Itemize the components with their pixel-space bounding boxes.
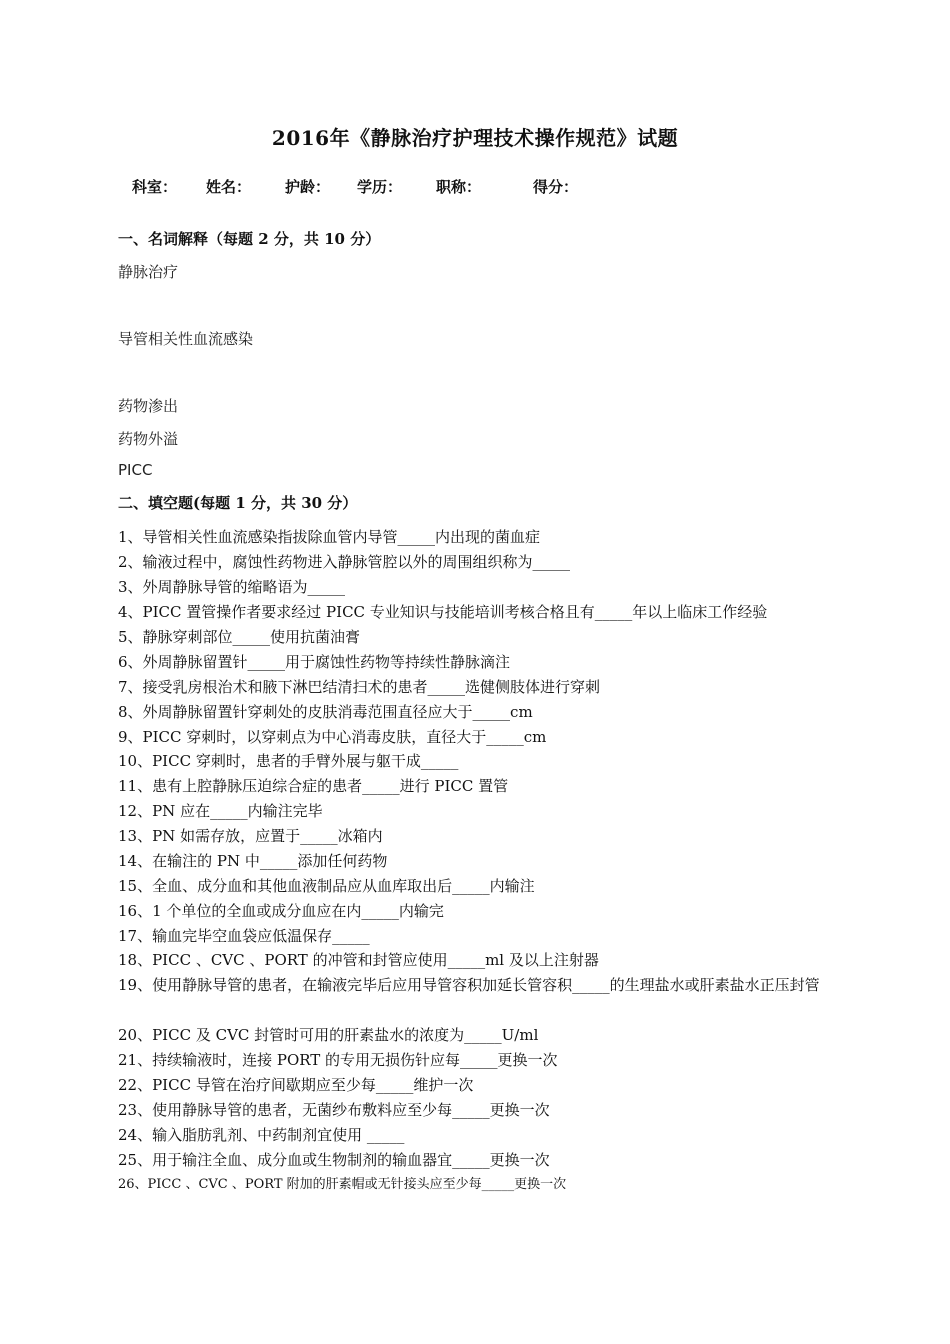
section-2-heading: 二、填空题(每题 1 分，共 30 分） <box>118 494 358 512</box>
info-nursing-years-label: 护龄： <box>285 178 331 196</box>
term-item: 静脉治疗 <box>118 263 179 281</box>
fill-in-question: 7、接受乳房根治术和腋下淋巴结清扫术的患者_____选健侧肢体进行穿刺 <box>118 678 601 696</box>
section-1-heading: 一、名词解释（每题 2 分，共 10 分） <box>118 230 381 248</box>
info-department-label: 科室： <box>132 178 178 196</box>
fill-in-question: 10、PICC 穿刺时，患者的手臂外展与躯干成_____ <box>118 752 459 770</box>
info-score-label: 得分： <box>533 178 579 196</box>
fill-in-question: 3、外周静脉导管的缩略语为_____ <box>118 578 346 596</box>
term-item: 导管相关性血流感染 <box>118 330 254 348</box>
fill-in-question: 15、全血、成分血和其他血液制品应从血库取出后_____内输注 <box>118 877 535 895</box>
term-item: 药物外溢 <box>118 430 179 448</box>
fill-in-question: 16、1 个单位的全血或成分血应在内_____内输完 <box>118 902 444 920</box>
fill-in-question: 21、持续输液时，连接 PORT 的专用无损伤针应每_____更换一次 <box>118 1051 558 1069</box>
fill-in-question: 2、输液过程中，腐蚀性药物进入静脉管腔以外的周围组织称为_____ <box>118 553 571 571</box>
fill-in-question: 23、使用静脉导管的患者，无菌纱布敷料应至少每_____更换一次 <box>118 1101 550 1119</box>
info-name-label: 姓名： <box>206 178 252 196</box>
fill-in-question: 12、PN 应在_____内输注完毕 <box>118 802 323 820</box>
fill-in-question: 26、PICC 、CVC 、PORT 附加的肝素帽或无针接头应至少每_____更换一次 <box>118 1177 567 1192</box>
fill-in-question: 13、PN 如需存放，应置于_____冰箱内 <box>118 827 383 845</box>
fill-in-question: 1、导管相关性血流感染指拔除血管内导管_____内出现的菌血症 <box>118 528 541 546</box>
fill-in-question: 25、用于输注全血、成分血或生物制剂的输血器宜_____更换一次 <box>118 1151 550 1169</box>
fill-in-question: 9、PICC 穿刺时，以穿刺点为中心消毒皮肤，直径大于_____cm <box>118 728 547 746</box>
fill-in-question: 19、使用静脉导管的患者，在输液完毕后应用导管容积加延长管容积_____的生理盐水或肝素盐水正压封管 <box>118 976 820 994</box>
info-education-label: 学历： <box>357 178 403 196</box>
term-item: 药物渗出 <box>118 397 179 415</box>
fill-in-question: 18、PICC 、CVC 、PORT 的冲管和封管应使用_____ml 及以上注射器 <box>118 951 599 969</box>
fill-in-question: 14、在输注的 PN 中_____添加任何药物 <box>118 852 388 870</box>
fill-in-question: 20、PICC 及 CVC 封管时可用的肝素盐水的浓度为_____U/ml <box>118 1026 539 1044</box>
fill-in-question: 24、输入脂肪乳剂、中药制剂宜使用 _____ <box>118 1126 405 1144</box>
info-title-label: 职称： <box>436 178 482 196</box>
fill-in-question: 11、患有上腔静脉压迫综合症的患者_____进行 PICC 置管 <box>118 777 509 795</box>
fill-in-question: 5、静脉穿刺部位_____使用抗菌油膏 <box>118 628 361 646</box>
fill-in-question: 4、PICC 置管操作者要求经过 PICC 专业知识与技能培训考核合格且有_____年以上临床工作经验 <box>118 603 768 621</box>
fill-in-question: 6、外周静脉留置针_____用于腐蚀性药物等持续性静脉滴注 <box>118 653 511 671</box>
fill-in-question: 17、输血完毕空血袋应低温保存_____ <box>118 927 370 945</box>
page-title: 2016年《静脉治疗护理技术操作规范》试题 <box>271 126 679 150</box>
fill-in-question: 22、PICC 导管在治疗间歇期应至少每_____维护一次 <box>118 1076 474 1094</box>
term-item: PICC <box>118 461 153 479</box>
fill-in-question: 8、外周静脉留置针穿刺处的皮肤消毒范围直径应大于_____cm <box>118 703 533 721</box>
